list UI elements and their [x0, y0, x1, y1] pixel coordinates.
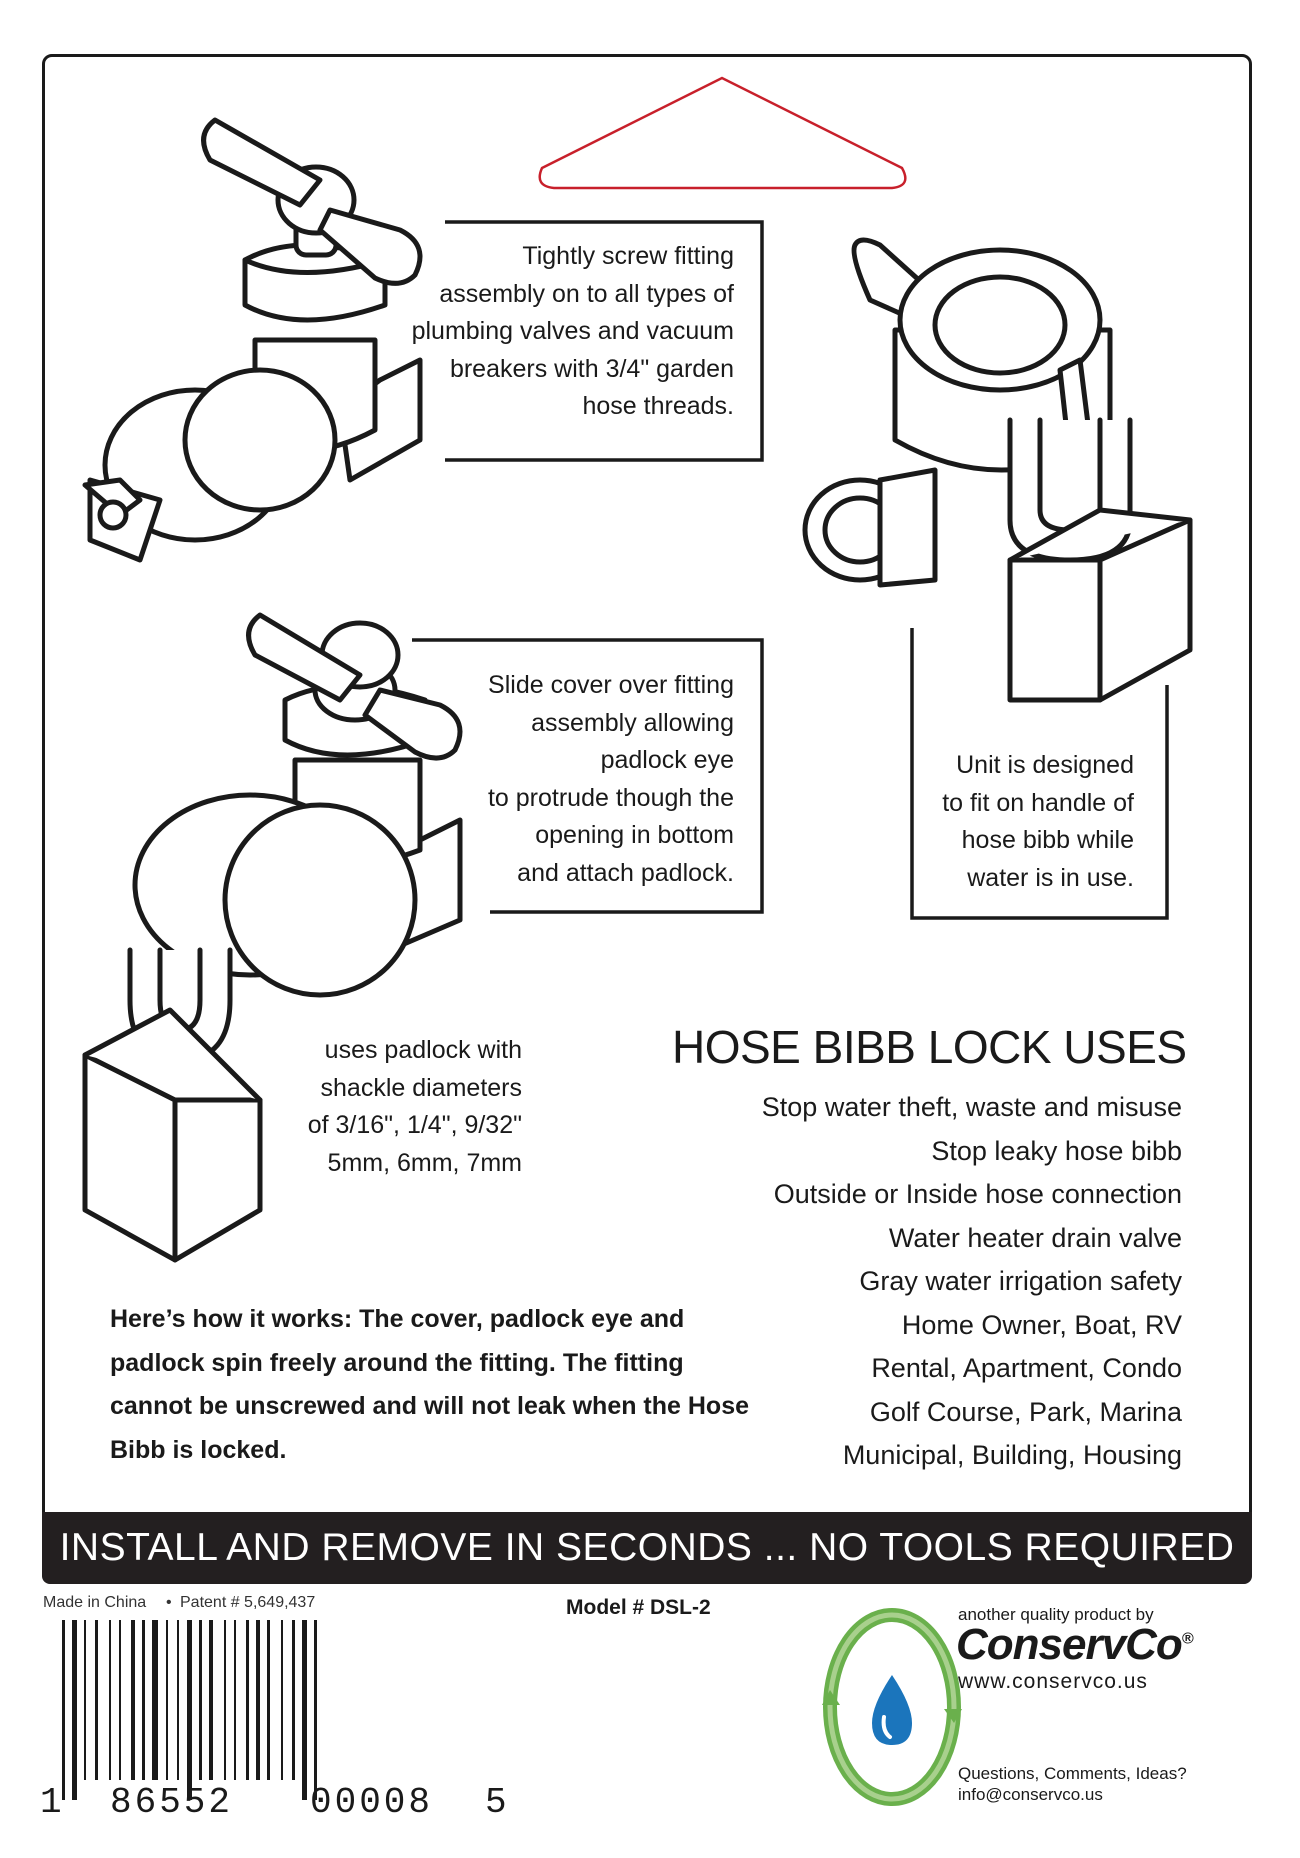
callout-unit-line: hose bibb while	[961, 826, 1134, 854]
brand-name-text: ConservCo	[956, 1620, 1182, 1669]
brand-tagline: another quality product by	[958, 1605, 1154, 1624]
barcode-bar	[187, 1620, 192, 1800]
barcode-bar	[84, 1620, 86, 1780]
barcode-bar	[95, 1620, 98, 1780]
callout-screw-line: Tightly screw fitting	[522, 242, 734, 270]
callout-screw-line: breakers with 3/4" garden	[449, 354, 734, 383]
model-number: Model # DSL-2	[566, 1596, 711, 1619]
barcode-digit-last: 5	[485, 1782, 510, 1823]
callout-slide	[488, 667, 734, 892]
callout-slide-line: assembly allowing	[531, 708, 734, 737]
uses-item: Gray water irrigation safety	[859, 1266, 1182, 1296]
callout-padlock-line: of 3/16", 1/4", 9/32"	[307, 1111, 522, 1139]
uses-item: Rental, Apartment, Condo	[871, 1353, 1182, 1383]
barcode-bar	[142, 1620, 145, 1780]
brand-name	[956, 1620, 1193, 1670]
callout-slide-line: opening in bottom	[535, 821, 734, 849]
barcode-bar	[302, 1620, 307, 1800]
barcode-bar	[166, 1620, 168, 1780]
callout-unit-line: water is in use.	[967, 863, 1134, 892]
uses-item: Stop water theft, waste and misuse	[761, 1092, 1182, 1122]
brand-url[interactable]: www.conservco.us	[958, 1670, 1148, 1693]
barcode-bar	[152, 1620, 158, 1780]
barcode-bar	[256, 1620, 260, 1780]
barcode-bar	[281, 1620, 283, 1780]
how-it-works-text: Here’s how it works: The cover, padlock eye and padlock spin freely around the fitting. The fitting cannot be unscrewed and will not leak when the Hose Bibb is locked.	[110, 1305, 750, 1464]
uses-item: Home Owner, Boat, RV	[901, 1309, 1182, 1340]
callout-unit-line: to fit on handle of	[942, 788, 1134, 817]
callout-screw	[412, 238, 734, 426]
callout-padlock-line: 5mm, 6mm, 7mm	[327, 1148, 522, 1177]
conservco-logo-icon	[820, 1605, 965, 1810]
barcode-digits-left: 86552	[110, 1782, 234, 1823]
barcode-digits-right: 00008	[310, 1782, 434, 1823]
barcode	[40, 1620, 510, 1805]
callout-slide-line: padlock eye	[600, 746, 734, 774]
barcode-digit-first: 1	[40, 1782, 65, 1823]
uses-item: Water heater drain valve	[888, 1222, 1182, 1253]
callout-screw-line: plumbing valves and vacuum	[411, 317, 734, 345]
callout-screw-line: hose threads.	[582, 392, 734, 420]
barcode-bar	[209, 1620, 213, 1780]
barcode-bar	[267, 1620, 270, 1780]
uses-item: Stop leaky hose bibb	[931, 1135, 1182, 1166]
barcode-bar	[314, 1620, 317, 1800]
patent-text: Patent # 5,649,437	[180, 1594, 316, 1611]
barcode-bar	[62, 1620, 65, 1800]
barcode-bar	[131, 1620, 135, 1780]
barcode-bar	[119, 1620, 121, 1780]
callout-padlock	[308, 1032, 522, 1182]
callout-slide-line: and attach padlock.	[517, 858, 734, 887]
callout-padlock-line: uses padlock with	[324, 1036, 522, 1064]
uses-title: HOSE BIBB LOCK USES	[672, 1021, 1187, 1073]
callout-screw-line: assembly on to all types of	[439, 279, 734, 308]
barcode-bar	[246, 1620, 249, 1780]
callout-padlock-line: shackle diameters	[320, 1073, 522, 1102]
barcode-bar	[109, 1620, 111, 1780]
callout-unit	[942, 747, 1134, 897]
uses-item: Outside or Inside hose connection	[773, 1179, 1182, 1209]
barcode-bar	[224, 1620, 226, 1780]
origin-text: Made in China	[43, 1594, 147, 1611]
barcode-bar	[177, 1620, 179, 1780]
callout-slide-line: to protrude though the	[487, 783, 734, 812]
separator-dot: •	[166, 1594, 172, 1611]
barcode-bar	[292, 1620, 295, 1780]
registered-mark: ®	[1181, 1630, 1193, 1648]
callout-unit-line: Unit is designed	[956, 751, 1134, 779]
callout-slide-line: Slide cover over fitting	[488, 671, 734, 699]
uses-item: Golf Course, Park, Marina	[869, 1396, 1182, 1427]
barcode-bar	[199, 1620, 202, 1780]
questions-text: Questions, Comments, Ideas?	[958, 1764, 1187, 1783]
contact-email[interactable]: info@conservco.us	[958, 1785, 1103, 1804]
barcode-bar	[72, 1620, 77, 1800]
uses-list	[762, 1086, 1182, 1478]
barcode-bar	[234, 1620, 236, 1780]
uses-item: Municipal, Building, Housing	[842, 1440, 1182, 1470]
install-banner: INSTALL AND REMOVE IN SECONDS ... NO TOOLS REQUIRED	[42, 1512, 1252, 1584]
